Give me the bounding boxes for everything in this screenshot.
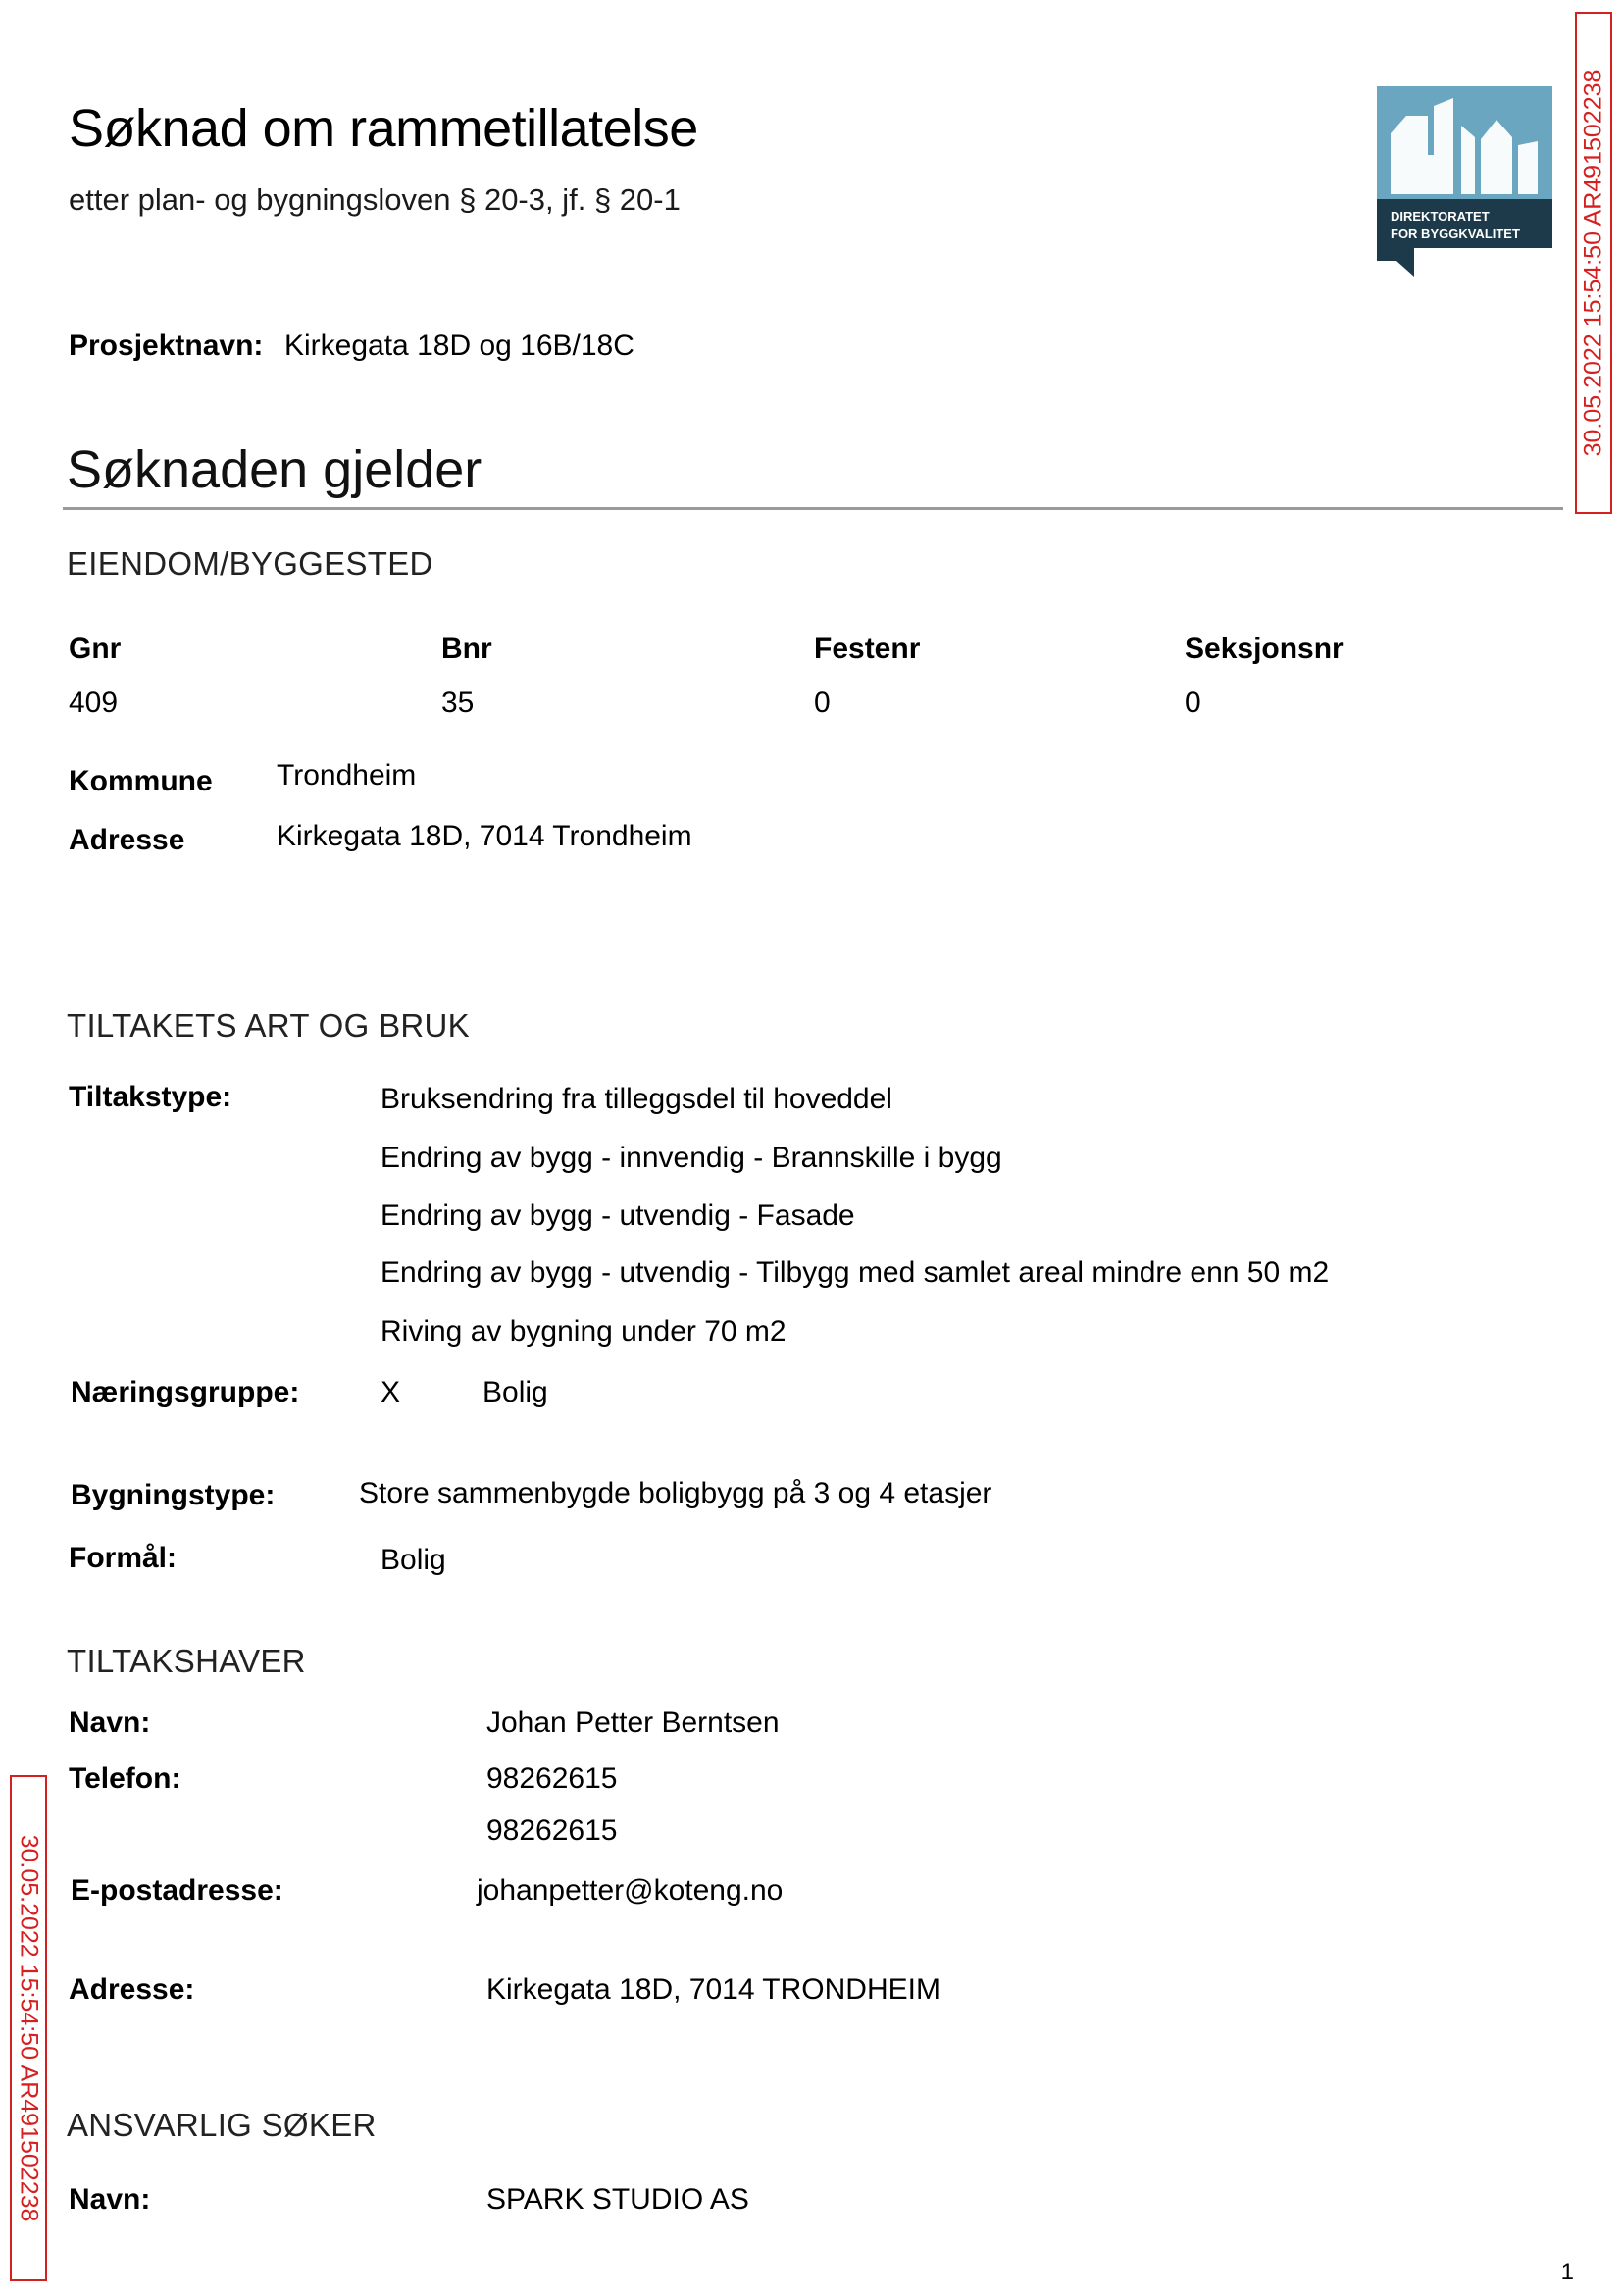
- document-title: Søknad om rammetillatelse: [69, 99, 698, 158]
- measure-type-item: Riving av bygning under 70 m2: [381, 1315, 787, 1348]
- municipality-label: Kommune: [69, 765, 213, 797]
- owner-address-label: Adresse:: [69, 1973, 195, 2006]
- seksjonsnr-value: 0: [1185, 687, 1201, 719]
- project-name-label: Prosjektnavn:: [69, 330, 264, 362]
- stamp-text: 30.05.2022 15:54:50 AR491502238: [15, 1834, 43, 2222]
- owner-name-label: Navn:: [69, 1707, 151, 1739]
- stamp-text: 30.05.2022 15:54:50 AR491502238: [1579, 69, 1607, 457]
- purpose-value: Bolig: [381, 1544, 446, 1576]
- measure-type-label: Tiltakstype:: [69, 1081, 232, 1113]
- logo-text-line2: FOR BYGGKVALITET: [1391, 227, 1520, 241]
- measure-type-item: Endring av bygg - utvendig - Tilbygg med samlet areal mindre enn 50 m2: [381, 1256, 1330, 1289]
- purpose-label: Formål:: [69, 1542, 178, 1574]
- owner-name-value: Johan Petter Berntsen: [486, 1707, 780, 1739]
- applicant-heading: ANSVARLIG SØKER: [67, 2107, 377, 2143]
- festenr-header: Festenr: [814, 633, 921, 665]
- timestamp-stamp-left: [10, 1775, 47, 2281]
- municipality-value: Trondheim: [277, 759, 417, 791]
- bnr-value: 35: [441, 687, 475, 719]
- property-address-label: Adresse: [69, 824, 185, 856]
- measure-type-item: Bruksendring fra tilleggsdel til hoveddel: [381, 1083, 892, 1115]
- timestamp-stamp-right: [1575, 12, 1612, 514]
- property-address-value: Kirkegata 18D, 7014 Trondheim: [277, 820, 692, 852]
- building-type-label: Bygningstype:: [71, 1479, 276, 1511]
- measure-type-item: Endring av bygg - utvendig - Fasade: [381, 1199, 855, 1232]
- dibk-logo: [1377, 86, 1552, 277]
- measure-type-item: Endring av bygg - innvendig - Brannskille i bygg: [381, 1142, 1002, 1174]
- owner-phone-label: Telefon:: [69, 1762, 181, 1795]
- festenr-value: 0: [814, 687, 831, 719]
- seksjonsnr-header: Seksjonsnr: [1185, 633, 1344, 665]
- property-heading: EIENDOM/BYGGESTED: [67, 545, 433, 582]
- industry-group-value: Bolig: [482, 1376, 548, 1408]
- industry-group-label: Næringsgruppe:: [71, 1376, 300, 1408]
- logo-text-line1: DIREKTORATET: [1391, 209, 1490, 224]
- gnr-value: 409: [69, 687, 119, 719]
- owner-phone-value: 98262615: [486, 1762, 618, 1795]
- applicant-name-label: Navn:: [69, 2183, 151, 2216]
- applicant-name-value: SPARK STUDIO AS: [486, 2183, 749, 2216]
- document-subtitle: etter plan- og bygningsloven § 20-3, jf. § 20-1: [69, 182, 681, 217]
- application-heading: Søknaden gjelder: [67, 440, 482, 499]
- building-type-value: Store sammenbygde boligbygg på 3 og 4 etasjer: [359, 1477, 992, 1509]
- project-name-value: Kirkegata 18D og 16B/18C: [284, 330, 634, 362]
- owner-email-value: johanpetter@koteng.no: [477, 1874, 784, 1907]
- owner-phone-value: 98262615: [486, 1814, 618, 1847]
- measure-heading: TILTAKETS ART OG BRUK: [67, 1007, 470, 1044]
- page-number: 1: [1560, 2259, 1574, 2285]
- dibk-logo-graphic: [1377, 86, 1552, 277]
- owner-email-label: E-postadresse:: [71, 1874, 283, 1907]
- bnr-header: Bnr: [441, 633, 492, 665]
- industry-group-code: X: [381, 1376, 401, 1408]
- owner-heading: TILTAKSHAVER: [67, 1643, 306, 1679]
- gnr-header: Gnr: [69, 633, 122, 665]
- owner-address-value: Kirkegata 18D, 7014 TRONDHEIM: [486, 1973, 940, 2006]
- section-divider: [63, 507, 1563, 510]
